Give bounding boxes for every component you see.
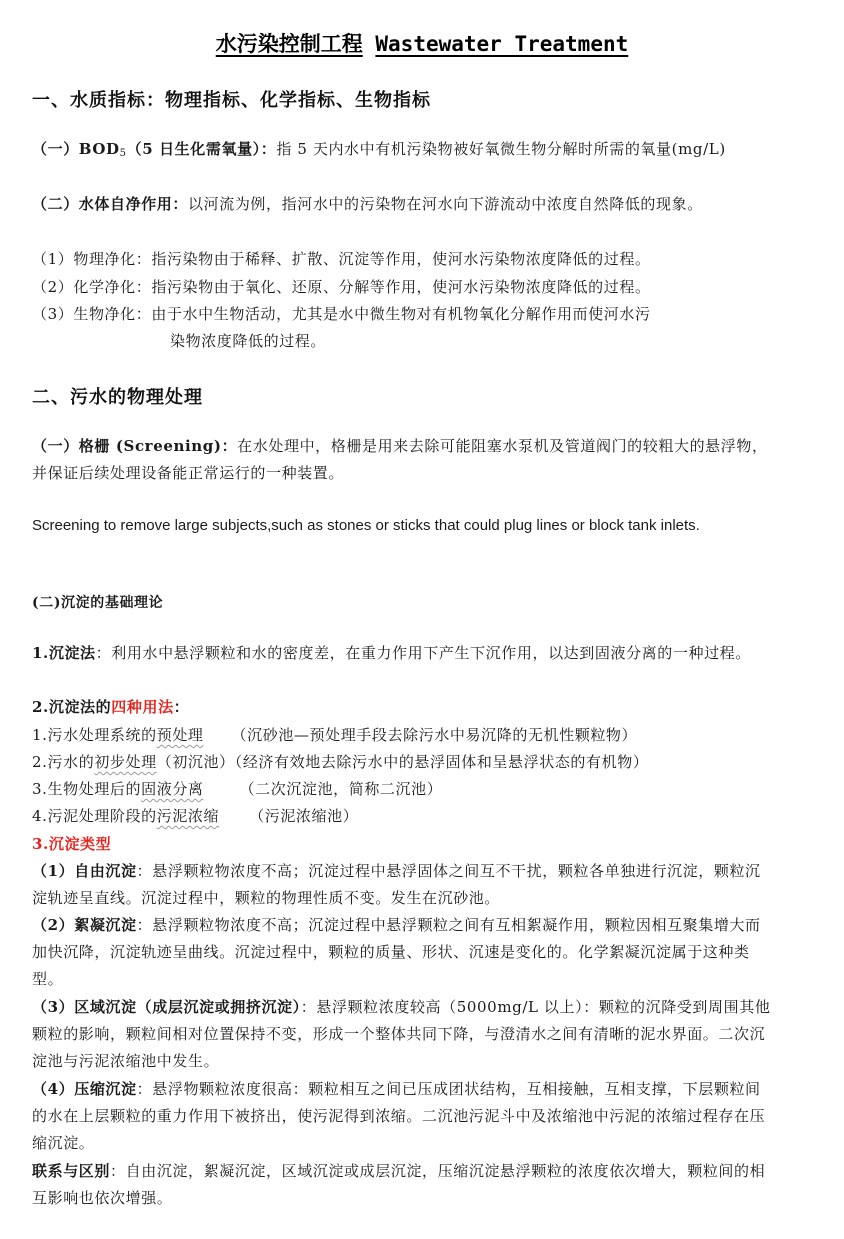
use-4-note: （污泥浓缩池） [249, 807, 359, 825]
self-purification-paragraph [32, 191, 772, 218]
type-1-text: ：悬浮颗粒物浓度不高；沉淀过程中悬浮固体之间互不干扰，颗粒各单独进行沉淀，颗粒沉淀轨迹呈直线。沉淀过程中，颗粒的物理性质不变。发生在沉砂池。 [32, 862, 761, 907]
type-3-label: （3）区域沉淀（成层沉淀或拥挤沉淀） [32, 998, 301, 1016]
uses-label-b: ： [173, 698, 190, 716]
uses-label-red: 四种用法 [111, 698, 174, 716]
use-2-term: 初步处理 [94, 753, 157, 771]
bod-text: 指 5 天内水中有机污染物被好氧微生物分解时所需的氧量(mg/L) [276, 140, 726, 158]
type-3-paragraph [32, 994, 772, 1075]
use-3-note: （二次沉淀池，简称二沉池） [239, 780, 443, 798]
use-item-3 [32, 776, 772, 803]
use-3-term: 固液分离 [141, 780, 204, 798]
section-1-heading: 一、水质指标：物理指标、化学指标、生物指标 [32, 90, 431, 111]
use-item-2 [32, 749, 772, 776]
biological-purification-item-cont: 染物浓度降低的过程。 [170, 332, 327, 350]
relation-text: ：自由沉淀，絮凝沉淀，区域沉淀或成层沉淀，压缩沉淀悬浮颗粒的浓度依次增大，颗粒间的相互影响也依次增强。 [32, 1162, 766, 1207]
biological-purification-item: （3）生物净化：由于水中生物活动，尤其是水中微生物对有机物氧化分解作用而使河水污 [32, 305, 651, 323]
use-3-prefix: 3.生物处理后的 [32, 780, 142, 798]
use-2-prefix: 2.污水的 [32, 753, 95, 771]
type-2-text: ：悬浮颗粒物浓度不高；沉淀过程中悬浮颗粒之间有互相絮凝作用，颗粒因相互聚集增大而加快沉降，沉淀轨迹呈曲线。沉淀过程中，颗粒的质量、形状、沉速是变化的。化学絮凝沉淀属于这种类型。 [32, 916, 761, 988]
physical-purification-item: （1）物理净化：指污染物由于稀释、扩散、沉淀等作用，使河水污染物浓度降低的过程。 [32, 250, 651, 268]
four-uses-heading [32, 694, 772, 721]
title-cn: 水污染控制工程 [215, 32, 363, 56]
bod-paragraph [32, 136, 772, 167]
use-4-term: 污泥浓缩 [156, 807, 220, 825]
type-2-label: （2）絮凝沉淀 [32, 916, 137, 934]
title-en: Wastewater Treatment [375, 32, 629, 56]
screening-label: （一）格栅 (Screening)： [32, 437, 238, 455]
use-item-4 [32, 803, 772, 830]
type-1-label: （1）自由沉淀 [32, 862, 137, 880]
screening-english: Screening to remove large subjects,such as stones or sticks that could plug lines or block tank inlets. [32, 517, 700, 534]
section-2-heading: 二、污水的物理处理 [32, 387, 203, 408]
method-text: ：利用水中悬浮颗粒和水的密度差，在重力作用下产生下沉作用，以达到固液分离的一种过程。 [95, 644, 751, 662]
use-1-prefix: 1.污水处理系统的 [32, 726, 157, 744]
use-1-note: （沉砂池—预处理手段去除污水中易沉降的无机性颗粒物） [231, 726, 638, 744]
screening-text: 在水处理中，格栅是用来去除可能阻塞水泵机及管道阀门的较粗大的悬浮物，并保证后续处理设备能正常运行的一种装置。 [32, 437, 768, 482]
use-2-note: （初沉池）（经济有效地去除污水中的悬浮固体和呈悬浮状态的有机物） [156, 753, 649, 771]
relation-label: 联系与区别 [32, 1162, 111, 1180]
type-2-paragraph [32, 912, 772, 993]
screening-paragraph [32, 433, 772, 487]
sedimentation-types-heading: 3.沉淀类型 [32, 835, 112, 853]
use-4-prefix: 4.污泥处理阶段的 [32, 807, 157, 825]
type-4-paragraph [32, 1076, 772, 1157]
relation-paragraph [32, 1158, 772, 1212]
chemical-purification-item: （2）化学净化：指污染物由于氧化、还原、分解等作用，使河水污染物浓度降低的过程。 [32, 278, 651, 296]
sedimentation-theory-heading: (二)沉淀的基础理论 [32, 595, 164, 611]
type-1-paragraph [32, 858, 772, 912]
method-label: 1.沉淀法 [32, 644, 96, 662]
self-purification-label: （二）水体自净作用： [32, 195, 189, 213]
type-3-text: ：悬浮颗粒浓度较高（5000mg/L 以上）：颗粒的沉降受到周围其他颗粒的影响，颗粒间相对位置保持不变，形成一个整体共同下降，与澄清水之间有清晰的泥水界面。二次沉淀池与污泥浓缩池中发生。 [32, 998, 771, 1070]
uses-label-a: 2.沉淀法的 [32, 698, 112, 716]
bod-label-rest: （5 日生化需氧量）： [126, 140, 277, 158]
bod-subscript: 5 [119, 148, 127, 159]
use-item-1 [32, 722, 772, 749]
page-title [0, 28, 844, 58]
type-4-text: ：悬浮物颗粒浓度很高：颗粒相互之间已压成团状结构，互相接触，互相支撑，下层颗粒间的水在上层颗粒的重力作用下被挤出，使污泥得到浓缩。二沉池污泥斗中及浓缩池中污泥的浓缩过程存在压缩沉淀。 [32, 1080, 766, 1152]
sedimentation-method-paragraph [32, 640, 772, 667]
use-1-term: 预处理 [156, 726, 204, 744]
self-purification-text: 以河流为例，指河水中的污染物在河水向下游流动中浓度自然降低的现象。 [188, 195, 703, 213]
type-4-label: （4）压缩沉淀 [32, 1080, 137, 1098]
bod-label: （一）BOD [32, 140, 120, 158]
